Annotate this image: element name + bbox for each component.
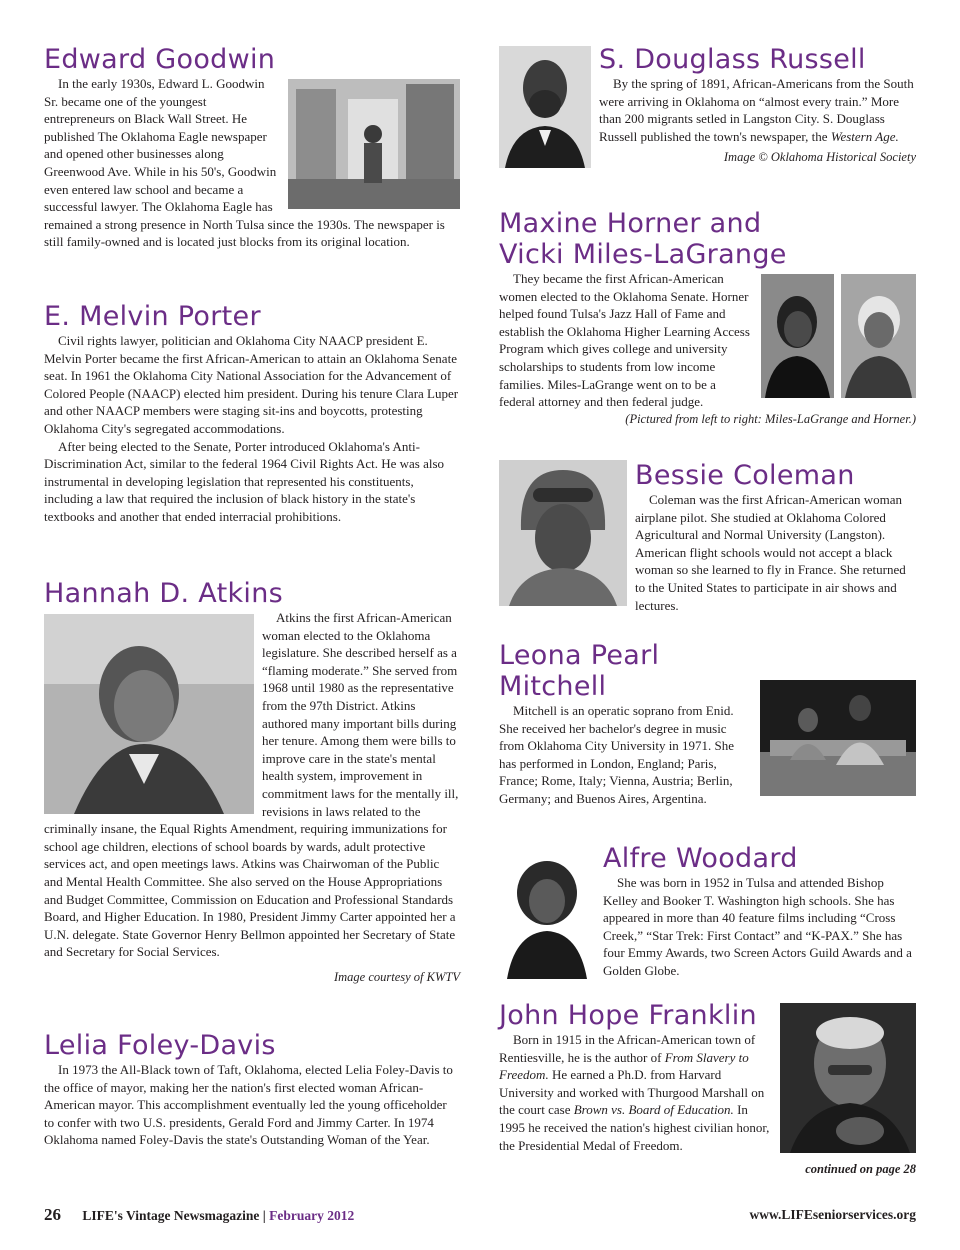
article-body: They became the first African-American women elected to the Oklahoma Senate. Horner helped found Tulsa's Jazz Hall of Fame and establish the Oklahoma Higher Learning Access Program which gives college and university scholarships to students from low income families. Miles-LaGrange went on to be a federal attorney and then federal judge.	[499, 271, 750, 410]
senators-photos	[761, 274, 916, 398]
article-e-melvin-porter	[44, 301, 460, 526]
article-title-line1: Maxine Horner and	[499, 208, 762, 239]
article-title: Edward Goodwin	[44, 44, 276, 75]
image-credit: Image courtesy of KWTV	[333, 969, 460, 984]
article-title: Bessie Coleman	[635, 460, 855, 491]
article-s-douglass-russell	[499, 44, 916, 168]
goodwin-store-photo	[288, 79, 460, 209]
russell-portrait-photo	[499, 46, 591, 168]
article-title: S. Douglass Russell	[599, 44, 866, 75]
article-hannah-atkins	[44, 578, 460, 986]
article-body: She was born in 1952 in Tulsa and attended Bishop Kelley and Booker T. Washington high schools. She has appeared in more than 40 feature films including “Cross Creek,” “Star Trek: First Contact” and “K-PAX.” She has four Emmy Awards, two Screen Actors Guild Awards and a Golden Globe.	[603, 875, 912, 978]
article-title: E. Melvin Porter	[44, 301, 261, 332]
article-body: Born in 1915 in the African-American town of Rentiesville, he is the author of From Slavery to Freedom. He earned a Ph.D. from Harvard University and worked with Thurgood Marshall on the court case Brown vs. Board of Education. In 1995 he received the nation's highest civilian honor, the Presidential Medal of Freedom.	[499, 1032, 770, 1153]
continued-note: continued on page 28	[805, 1162, 916, 1176]
magazine-name: LIFE's Vintage Newsmagazine |	[82, 1208, 266, 1223]
article-body: Atkins the first African-American woman elected to the Oklahoma legislature. She described herself as a “flaming moderate.” She served from 1968 until 1980 as the representative from the 97th District. Atkins authored many important bills during her tenure. Among them were bills to improve care in the state's mental health system, improvement in commitment laws for the mentally ill, revisions in laws related to the criminally insane, the Equal Rights Amendment, requiring immunizations for school age children, elections of school boards by wards, adult protective services act, and open meetings laws. Atkins was Chairwoman of the Public and Mental Health Committee. She also served on the House Appropriations and Budget Committee, Commission on Education and Professional Standards Board, and Higher Education. In 1980, President Jimmy Carter appointed her a U.N. delegate. State Governor Henry Bellmon appointed her Secretary of State and Secretary for Social Services.	[44, 610, 459, 960]
page-number: 26	[44, 1205, 61, 1224]
article-body: Civil rights lawyer, politician and Oklahoma City NAACP president E. Melvin Porter became the first African-American to attain an Oklahoma Senate seat. In 1961 the Oklahoma City National Association for the Advancement of Colored People (NAACP) elected him president. During his tenure Clara Luper and other NAACP members were staging sit-ins and boycotts, protesting Oklahoma City's segregated accommodations.	[44, 333, 459, 436]
article-leona-pearl-mitchell	[499, 640, 916, 808]
website-link[interactable]: www.LIFEseniorservices.org	[749, 1207, 916, 1222]
article-body: Mitchell is an operatic soprano from Enid. She received her bachelor's degree in music from Oklahoma City University in 1971. She has performed in London, England; Paris, France; Rome, Italy; Vienna, Austria; Berlin, Germany; and Buenos Aires, Argentina.	[499, 703, 735, 806]
article-body: Coleman was the first African-American woman airplane pilot. She studied at Oklahoma Colored Agricultural and Normal University (Langston). American flight schools would not accept a black woman so she learned to fly in France. She returned to the United States to participate in air shows and lectures.	[635, 492, 906, 613]
article-body: By the spring of 1891, African-Americans from the South were arriving in Oklahoma on “almost every train.” More than 200 migrants setled in Langston City. S. Douglass Russell published the town's newspaper, the Western Age.	[599, 76, 914, 144]
franklin-portrait-photo	[780, 1003, 916, 1153]
mitchell-performance-photo	[760, 680, 916, 796]
article-title-line2: Vicki Miles-LaGrange	[499, 239, 787, 270]
miles-lagrange-photo	[761, 274, 834, 398]
article-lelia-foley-davis	[44, 1030, 460, 1149]
article-body: In 1973 the All-Black town of Taft, Oklahoma, elected Lelia Foley-Davis to the office of mayor, making her the nation's first elected woman African-American mayor. This accomplishment eventually led the young officeholder to confer with two U.S. presidents, Gerald Ford and Jimmy Carter. In 1974 Oklahoma named Foley-Davis the state's Outstanding Woman of the Year.	[44, 1062, 453, 1148]
article-title-line1: Leona Pearl	[499, 640, 660, 671]
issue-date: February 2012	[269, 1208, 355, 1223]
article-alfre-woodard	[499, 843, 916, 980]
coleman-portrait-photo	[499, 460, 627, 606]
article-edward-goodwin	[44, 44, 460, 251]
article-title: Hannah D. Atkins	[44, 578, 283, 609]
article-title: Lelia Foley-Davis	[44, 1030, 276, 1061]
article-body: After being elected to the Senate, Porter introduced Oklahoma's Anti-Discrimination Act, similar to the federal 1964 Civil Rights Act. He was also instrumental in developing legislation that represented his constituents, including a law that required the inclusion of black history in the state's textbooks and another that ended interracial prohibitions.	[44, 438, 445, 524]
article-title: Alfre Woodard	[603, 843, 798, 874]
horner-photo	[841, 274, 916, 398]
photo-caption: (Pictured from left to right: Miles-LaGrange and Horner.)	[625, 411, 916, 426]
article-title-line2: Mitchell	[499, 671, 607, 702]
article-bessie-coleman	[499, 460, 916, 614]
article-john-hope-franklin	[499, 1000, 916, 1154]
image-credit: Image © Oklahoma Historical Society	[723, 150, 916, 165]
article-horner-miles-lagrange	[499, 208, 916, 428]
page-footer	[44, 1205, 916, 1225]
article-title: John Hope Franklin	[499, 1000, 757, 1031]
article-body: In the early 1930s, Edward L. Goodwin Sr. became one of the youngest entrepreneurs on Black Wall Street. He published The Oklahoma Eagle newspaper and opened other businesses along Greenwood Ave. While in his 50's, Goodwin even entered law school and became a successful lawyer. The Oklahoma Eagle has remained a strong presence in North Tulsa since the 1930s. The newspaper is still family-owned and is located just blocks from its original location.	[44, 76, 445, 250]
atkins-portrait-photo	[44, 614, 254, 814]
woodard-portrait-photo	[499, 849, 595, 979]
